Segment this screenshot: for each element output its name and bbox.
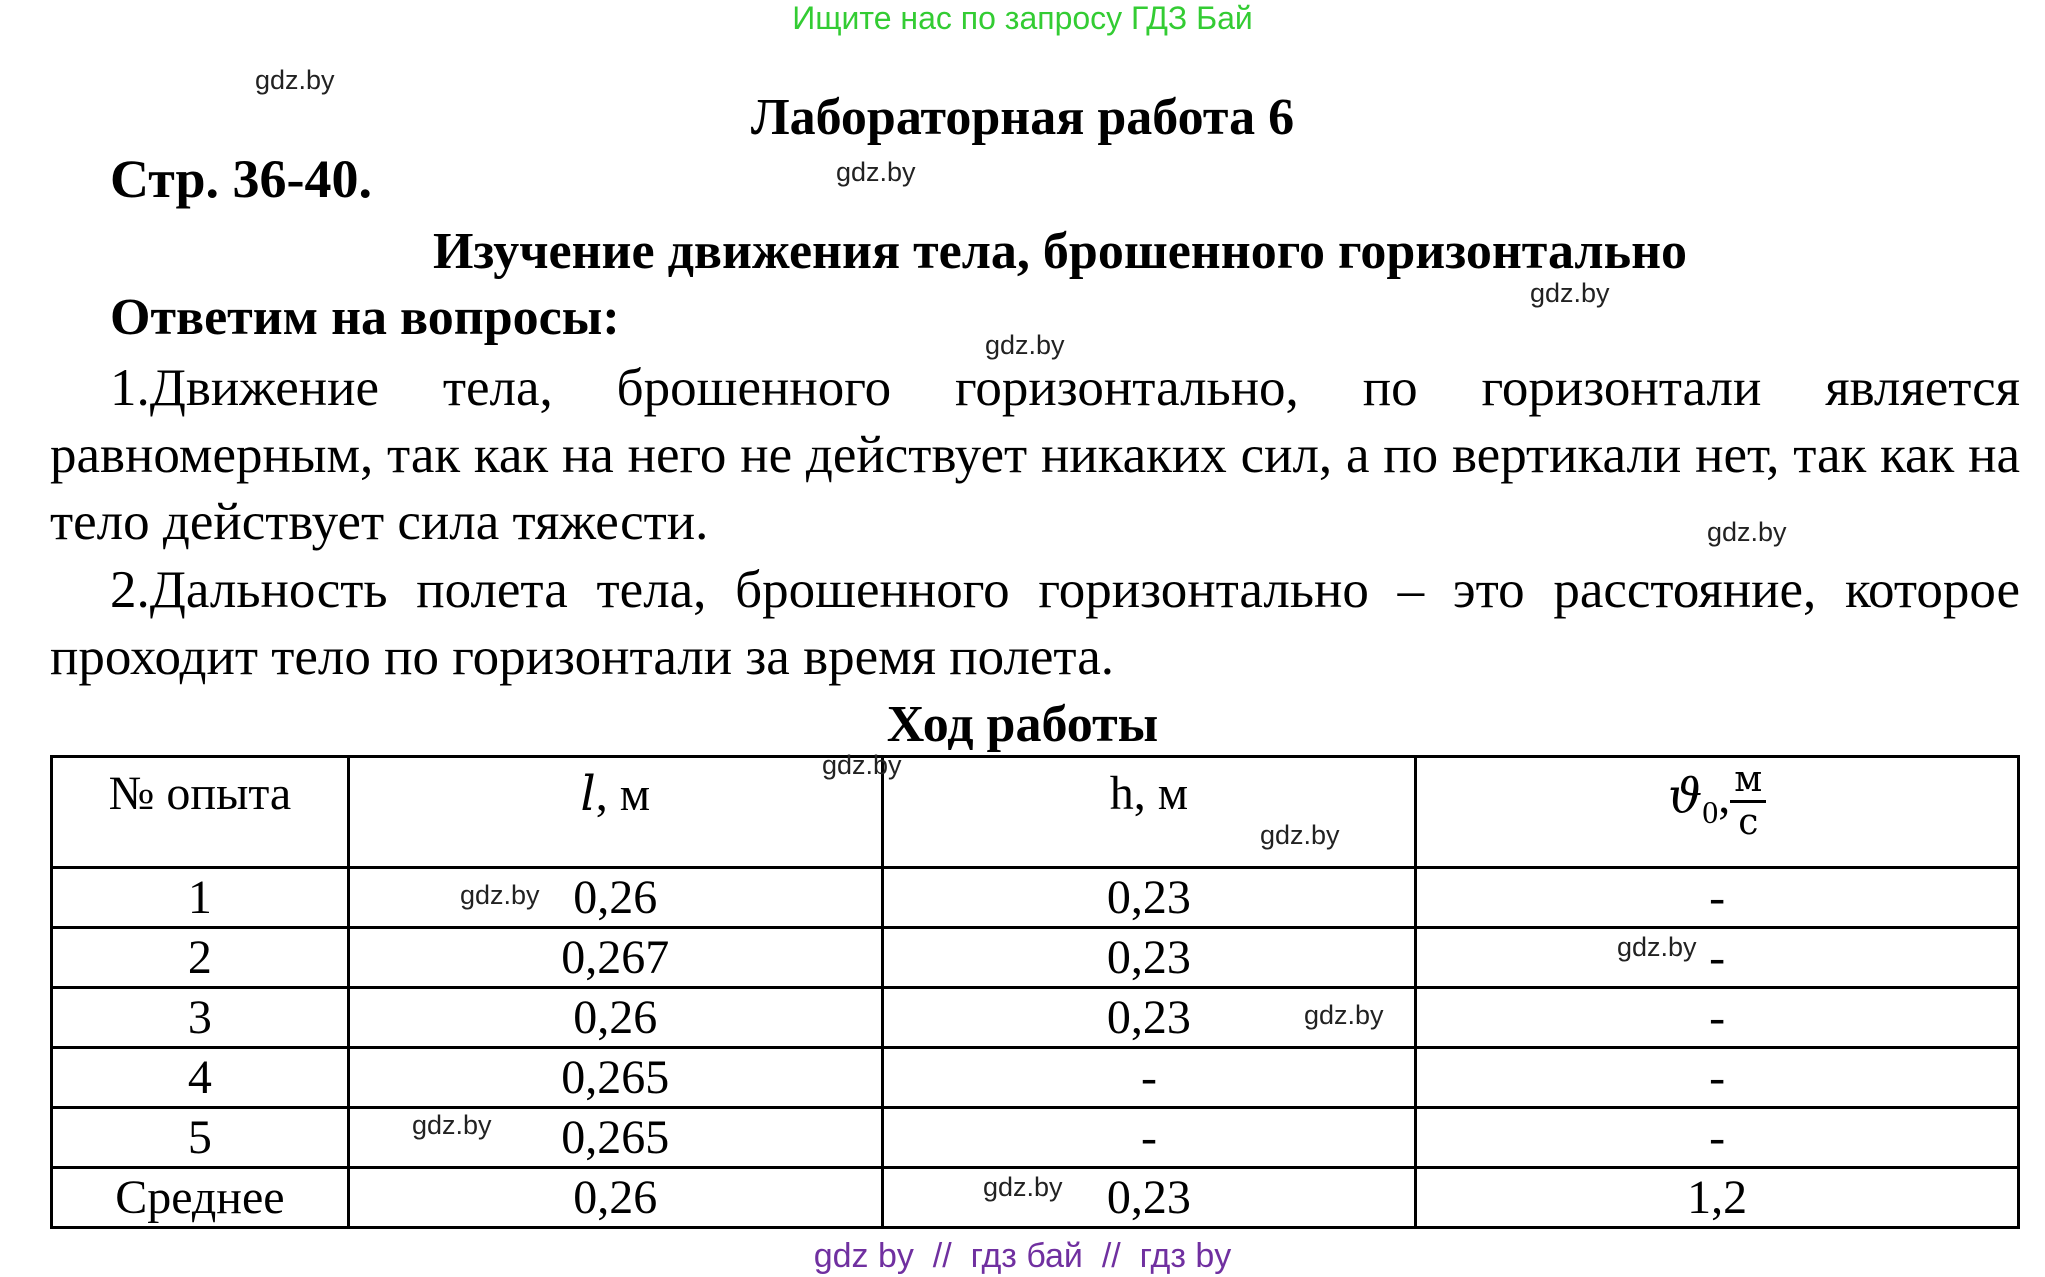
- cell: 0,26: [348, 868, 882, 928]
- cell: -: [882, 1108, 1416, 1168]
- lab-title: Лабораторная работа 6: [750, 89, 1295, 146]
- lab-subtitle: Изучение движения тела, брошенного горизонтально: [432, 223, 1688, 280]
- footer-links: gdz by // гдз бай // гдз by: [813, 1237, 1232, 1275]
- watermark: gdz.by: [412, 1110, 492, 1140]
- cell: -: [1416, 868, 2019, 928]
- table-row: [52, 928, 2019, 988]
- cell: 0,23: [882, 868, 1416, 928]
- watermark: gdz.by: [822, 750, 902, 780]
- header-experiment-number: № опыта: [52, 757, 349, 868]
- cell: 0,26: [348, 988, 882, 1048]
- cell: -: [1416, 1048, 2019, 1108]
- table-row: [52, 1108, 2019, 1168]
- answer-2: 2.Дальность полета тела, брошенного горизонтально – это расстояние, которое проходит тело по горизонтали за время полета.: [50, 561, 2020, 686]
- header-distance: l, м: [348, 757, 882, 868]
- velocity-unit-fraction: $\frac{м}{с}$: [1730, 760, 1766, 843]
- table-row: [52, 988, 2019, 1048]
- cell: 0,265: [348, 1108, 882, 1168]
- cell: 0,267: [348, 928, 882, 988]
- watermark: gdz.by: [1617, 932, 1697, 962]
- cell: 1,2: [1416, 1168, 2019, 1228]
- cell: 2: [52, 928, 349, 988]
- watermark: gdz.by: [1304, 1000, 1384, 1030]
- cell: -: [882, 1048, 1416, 1108]
- watermark: gdz.by: [985, 330, 1065, 360]
- watermark: gdz.by: [983, 1172, 1063, 1202]
- table-row: [52, 868, 2019, 928]
- cell: 4: [52, 1048, 349, 1108]
- cell: 3: [52, 988, 349, 1048]
- answer-1: 1.Движение тела, брошенного горизонтально, по горизонтали является равномерным, так как на него не действует никаких сил, а по вертикали нет, так как на тело действует сила тяжести.: [50, 359, 2020, 551]
- cell: 0,23: [882, 1168, 1416, 1228]
- watermark: gdz.by: [255, 65, 335, 95]
- watermark: gdz.by: [460, 880, 540, 910]
- table-header-row: [52, 757, 2019, 868]
- results-table: [50, 755, 2020, 1229]
- header-initial-velocity: $ϑ_0$, $\frac{м}{с}$: [1416, 757, 2019, 868]
- cell: 0,23: [882, 988, 1416, 1048]
- search-banner: Ищите нас по запросу ГДЗ Бай: [792, 0, 1253, 36]
- cell: -: [1416, 928, 2019, 988]
- cell: -: [1416, 1108, 2019, 1168]
- watermark: gdz.by: [1707, 517, 1787, 547]
- cell: 0,265: [348, 1048, 882, 1108]
- cell: 5: [52, 1108, 349, 1168]
- page-reference: Стр. 36-40.: [110, 149, 372, 209]
- cell: 0,23: [882, 928, 1416, 988]
- watermark: gdz.by: [1260, 820, 1340, 850]
- header-height: h, м: [882, 757, 1416, 868]
- watermark: gdz.by: [1530, 278, 1610, 308]
- cell: Среднее: [52, 1168, 349, 1228]
- table-row: [52, 1048, 2019, 1108]
- answers-heading: Ответим на вопросы:: [110, 289, 620, 346]
- cell: 0,26: [348, 1168, 882, 1228]
- watermark: gdz.by: [836, 157, 916, 187]
- cell: -: [1416, 988, 2019, 1048]
- cell: 1: [52, 868, 349, 928]
- section-title: Ход работы: [886, 696, 1159, 753]
